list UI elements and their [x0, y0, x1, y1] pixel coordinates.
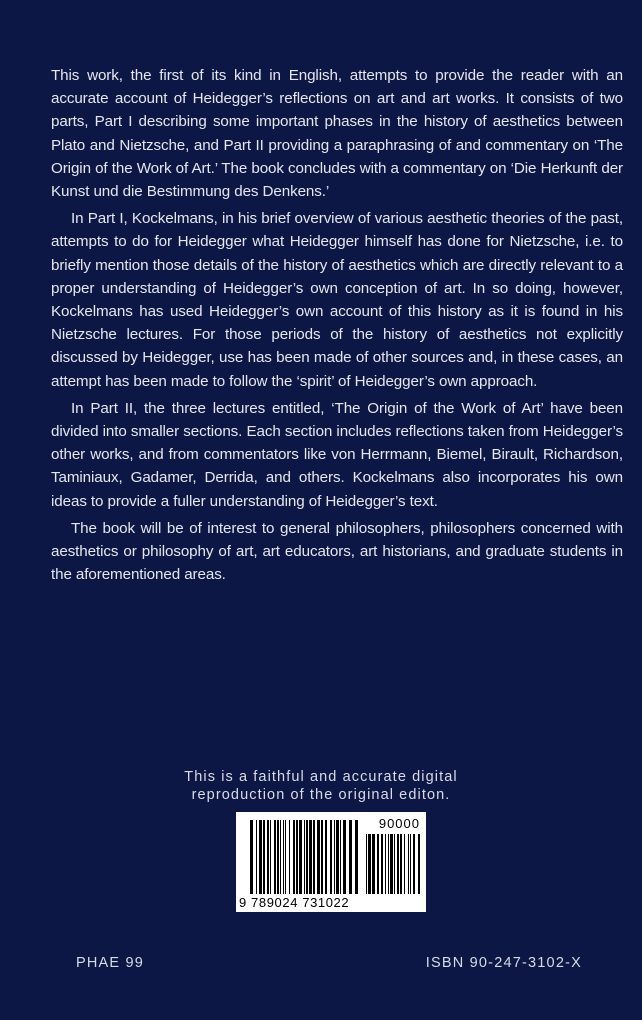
barcode-bar — [299, 820, 302, 894]
barcode-bar — [397, 834, 399, 894]
barcode-bar — [250, 820, 253, 894]
barcode-main-bars — [250, 820, 358, 894]
barcode-bar — [280, 820, 281, 894]
barcode-bar — [413, 834, 415, 894]
barcode-bar — [336, 820, 339, 894]
blurb-paragraph-4: The book will be of interest to general philosophers, philosophers concerned with aesthetics or philosophy of art, art educators, art historians, and graduate students in the aforementioned areas. — [51, 519, 623, 584]
barcode-addon-digits: 90000 — [378, 816, 420, 831]
blurb-paragraph-3: In Part II, the three lectures entitled, ‘The Origin of the Work of Art’ have been divided into smaller sections. Each section includes reflections taken from Heidegger’s other works, and from commentators like von Herrmann, Biemel, Birault, Richardson, Taminiaux, Gadamer, Derrida, and others. Kockelmans also incorporates his own ideas to provide a fuller understanding of Heidegger’s text. — [51, 399, 623, 510]
barcode-bar — [285, 820, 286, 894]
barcode-bar — [418, 834, 420, 894]
barcode-bar — [340, 820, 341, 894]
isbn-barcode — [236, 812, 426, 912]
barcode-bar — [385, 834, 386, 894]
barcode-bar — [408, 834, 409, 894]
barcode-graphic — [236, 812, 426, 912]
reproduction-note — [0, 768, 642, 804]
barcode-bar — [274, 820, 276, 894]
barcode-bar — [306, 820, 308, 894]
barcode-digits: 9 789024 731022 — [239, 895, 350, 910]
barcode-bar — [317, 820, 320, 894]
barcode-bar — [267, 820, 269, 894]
barcode-bar — [372, 834, 375, 894]
barcode-bar — [390, 834, 393, 894]
barcode-bar — [325, 820, 327, 894]
barcode-bar — [400, 834, 402, 894]
barcode-bar — [368, 834, 371, 894]
barcode-bar — [355, 820, 358, 894]
barcode-bar — [330, 820, 332, 894]
barcode-bar — [343, 820, 346, 894]
barcode-bar — [334, 820, 335, 894]
blurb-paragraph-2: In Part I, Kockelmans, in his brief overview of various aesthetic theories of the past, attempts to do for Heidegger what Heidegger himself has done for Nietzsche, i.e. to briefly mention those details of the history of aesthetics which are directly relevant to a proper understanding of Heidegger’s own conception of art. In so doing, however, Kockelmans has used Heidegger’s own account of this history as it is found in his Nietzsche lectures. For those periods of the history of aesthetics not explicitly discussed by Heidegger, use has been made of other sources and, in these cases, an attempt has been made to follow the ‘spirit’ of Heidegger’s own approach. — [51, 210, 623, 390]
barcode-bar — [349, 820, 352, 894]
barcode-bar — [388, 834, 389, 894]
barcode-bar — [381, 834, 383, 894]
blurb-paragraph-1: This work, the first of its kind in English, attempts to provide the reader with an accurate account of Heidegger’s reflections on art and art works. It consists of two parts, Part I describing some important phases in the history of aesthetics between Plato and Nietzsche, and Part II providing a paraphrasing of and commentary on ‘The Origin of the Work of Art.’ The book concludes with a commentary on ‘Die Herkunft der Kunst und die Bestimmung des Denkens.’ — [51, 67, 623, 201]
barcode-bar — [321, 820, 323, 894]
barcode-bar — [277, 820, 279, 894]
barcode-bar — [289, 820, 290, 894]
barcode-bar — [259, 820, 262, 894]
isbn-number: ISBN 90-247-3102-X — [425, 955, 582, 971]
barcode-bar — [296, 820, 298, 894]
reproduction-note-line-1: This is a faithful and accurate digital — [184, 769, 458, 785]
barcode-bar — [313, 820, 315, 894]
barcode-bar — [270, 820, 271, 894]
barcode-bar — [366, 834, 367, 894]
barcode-bar — [283, 820, 284, 894]
barcode-bar — [410, 834, 411, 894]
back-cover-blurb — [51, 64, 623, 590]
barcode-bar — [309, 820, 312, 894]
barcode-bar — [394, 834, 395, 894]
barcode-bar — [304, 820, 305, 894]
barcode-bar — [256, 820, 257, 894]
barcode-bar — [377, 834, 379, 894]
barcode-bar — [263, 820, 265, 894]
series-code: PHAE 99 — [76, 955, 145, 971]
barcode-bar — [293, 820, 295, 894]
barcode-addon-bars — [366, 834, 420, 894]
reproduction-note-line-2: reproduction of the original editon. — [191, 787, 451, 803]
barcode-bar — [404, 834, 405, 894]
